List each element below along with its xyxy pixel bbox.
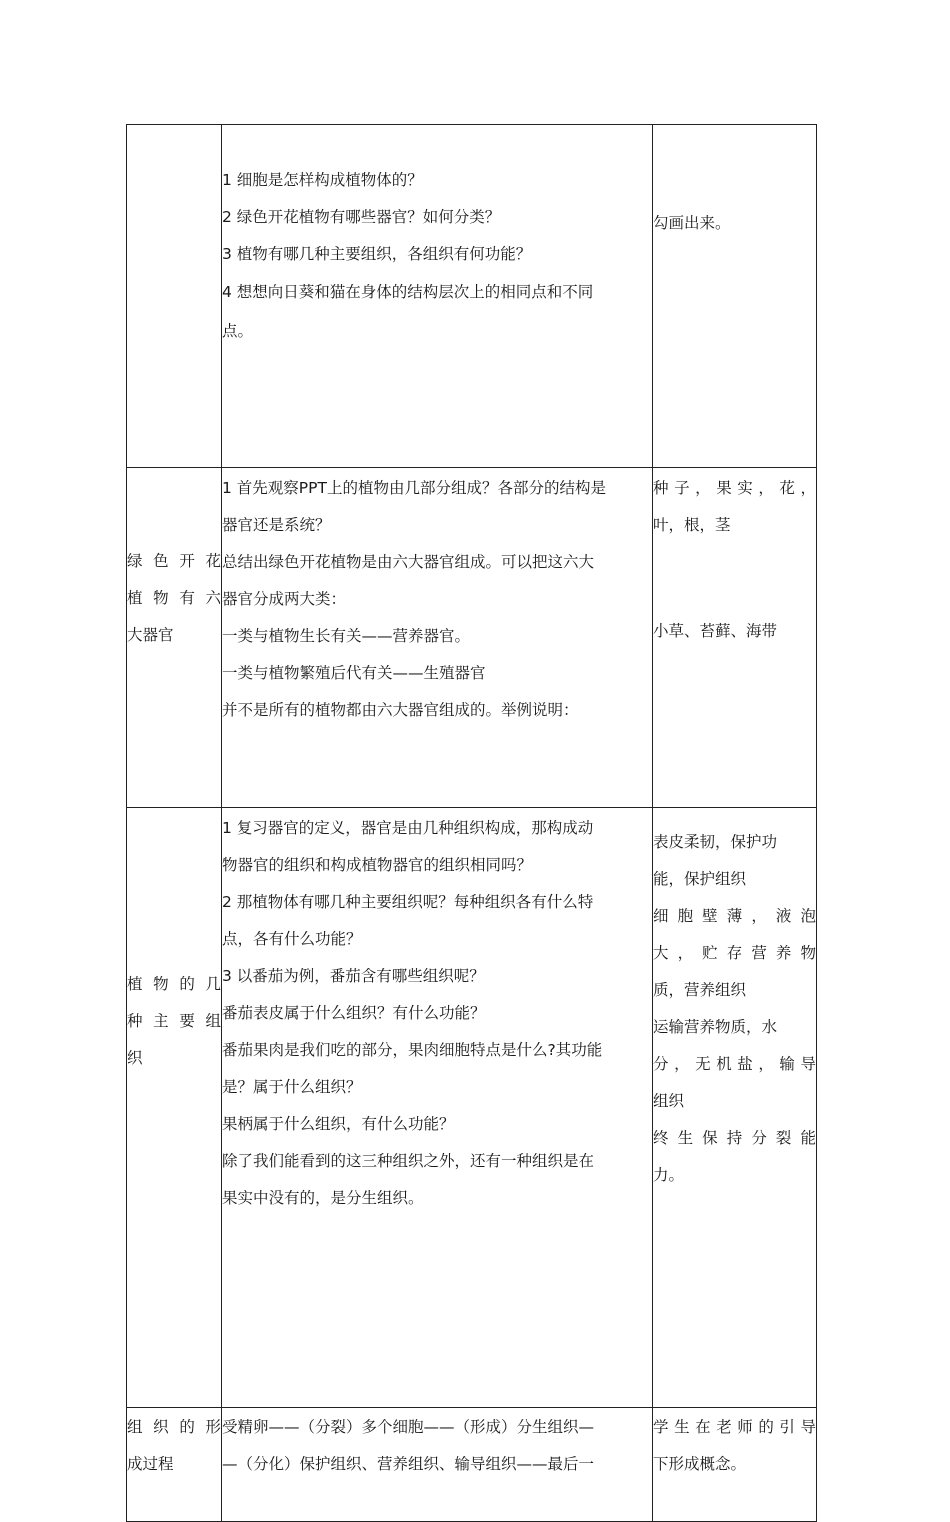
text-line: 果实中没有的，是分生组织。 [222, 1189, 424, 1207]
text-line: 种子，果实，花， [653, 479, 816, 497]
text-line: 质，营养组织 [653, 981, 747, 999]
topic-cell [127, 468, 222, 808]
text-line: 点。 [222, 322, 254, 340]
topic-line: 植物有六 [127, 589, 221, 607]
text-line: 并不是所有的植物都由六大器官组成的。举例说明： [222, 701, 579, 719]
text-line: 细胞壁薄，液泡 [653, 907, 816, 925]
table-row [127, 468, 817, 808]
text-line: 器官还是系统？ [222, 516, 331, 534]
text-line: 叶，根，茎 [653, 516, 731, 534]
student-activity-cell [653, 468, 817, 808]
text-line: 点，各有什么功能？ [222, 930, 362, 948]
text-line: 一类与植物繁殖后代有关——生殖器官 [222, 664, 486, 682]
topic-line: 组织的形 [127, 1418, 221, 1436]
text-line: 组织 [653, 1092, 685, 1110]
text-line: 运输营养物质，水 [653, 1018, 778, 1036]
text-line: 终生保持分裂能 [653, 1129, 816, 1147]
spacer [653, 544, 816, 613]
topic-cell [127, 1408, 222, 1522]
text-line: 器官分成两大类： [222, 590, 347, 608]
text-line: 表皮柔韧，保护功 [653, 833, 778, 851]
text-line: 大，贮存营养物 [653, 944, 816, 962]
topic-line: 种主要组 [127, 1012, 221, 1030]
text-line: 物器官的组织和构成植物器官的组织相同吗？ [222, 856, 533, 874]
text-line: 力。 [653, 1166, 685, 1184]
topic-line: 大器官 [127, 626, 174, 644]
student-activity-cell [653, 125, 817, 468]
topic-cell [127, 808, 222, 1408]
activity-cell [222, 808, 653, 1408]
topic-cell [127, 125, 222, 468]
activity-cell [222, 468, 653, 808]
student-activity-cell [653, 1408, 817, 1522]
lesson-plan-table [126, 124, 817, 1522]
text-line: 2 绿色开花植物有哪些器官？如何分类？ [222, 208, 501, 226]
table-row [127, 1408, 817, 1522]
text-line: 果柄属于什么组织，有什么功能？ [222, 1115, 455, 1133]
text-line: 3 以番茄为例，番茄含有哪些组织呢？ [222, 967, 485, 985]
topic-line: 绿色开花 [127, 552, 221, 570]
text-line: 受精卵——（分裂）多个细胞——（形成）分生组织— [222, 1418, 595, 1436]
table-row [127, 125, 817, 468]
activity-cell [222, 1408, 653, 1522]
text-line: 学生在老师的引导 [653, 1418, 816, 1436]
text-line: 总结出绿色开花植物是由六大器官组成。可以把这六大 [222, 553, 595, 571]
text-line: 1 复习器官的定义，器官是由几种组织构成，那构成动 [222, 819, 594, 837]
topic-line: 成过程 [127, 1455, 174, 1473]
text-line: 1 细胞是怎样构成植物体的？ [222, 171, 423, 189]
activity-cell [222, 125, 653, 468]
table-row [127, 808, 817, 1408]
text-line: 能，保护组织 [653, 870, 747, 888]
text-line: 是？属于什么组织？ [222, 1078, 362, 1096]
text-line: 3 植物有哪几种主要组织，各组织有何功能？ [222, 245, 532, 263]
text-line: 勾画出来。 [653, 214, 731, 232]
topic-line: 织 [127, 1049, 143, 1067]
text-line: 番茄果肉是我们吃的部分，果肉细胞特点是什么?其功能 [222, 1041, 603, 1059]
text-line: 分，无机盐，输导 [653, 1055, 816, 1073]
text-line: 小草、苔藓、海带 [653, 622, 778, 640]
text-line: 下形成概念。 [653, 1455, 747, 1473]
text-line: 4 想想向日葵和猫在身体的结构层次上的相同点和不同 [222, 283, 594, 301]
text-line: 2 那植物体有哪几种主要组织呢？每种组织各有什么特 [222, 893, 594, 911]
text-line: 除了我们能看到的这三种组织之外，还有一种组织是在 [222, 1152, 595, 1170]
text-line: 一类与植物生长有关——营养器官。 [222, 627, 471, 645]
text-line: 1 首先观察PPT上的植物由几部分组成？各部分的结构是 [222, 479, 606, 497]
topic-line: 植物的几 [127, 975, 221, 993]
text-line: 番茄表皮属于什么组织？有什么功能？ [222, 1004, 486, 1022]
student-activity-cell [653, 808, 817, 1408]
text-line: —（分化）保护组织、营养组织、输导组织——最后一 [222, 1455, 595, 1473]
